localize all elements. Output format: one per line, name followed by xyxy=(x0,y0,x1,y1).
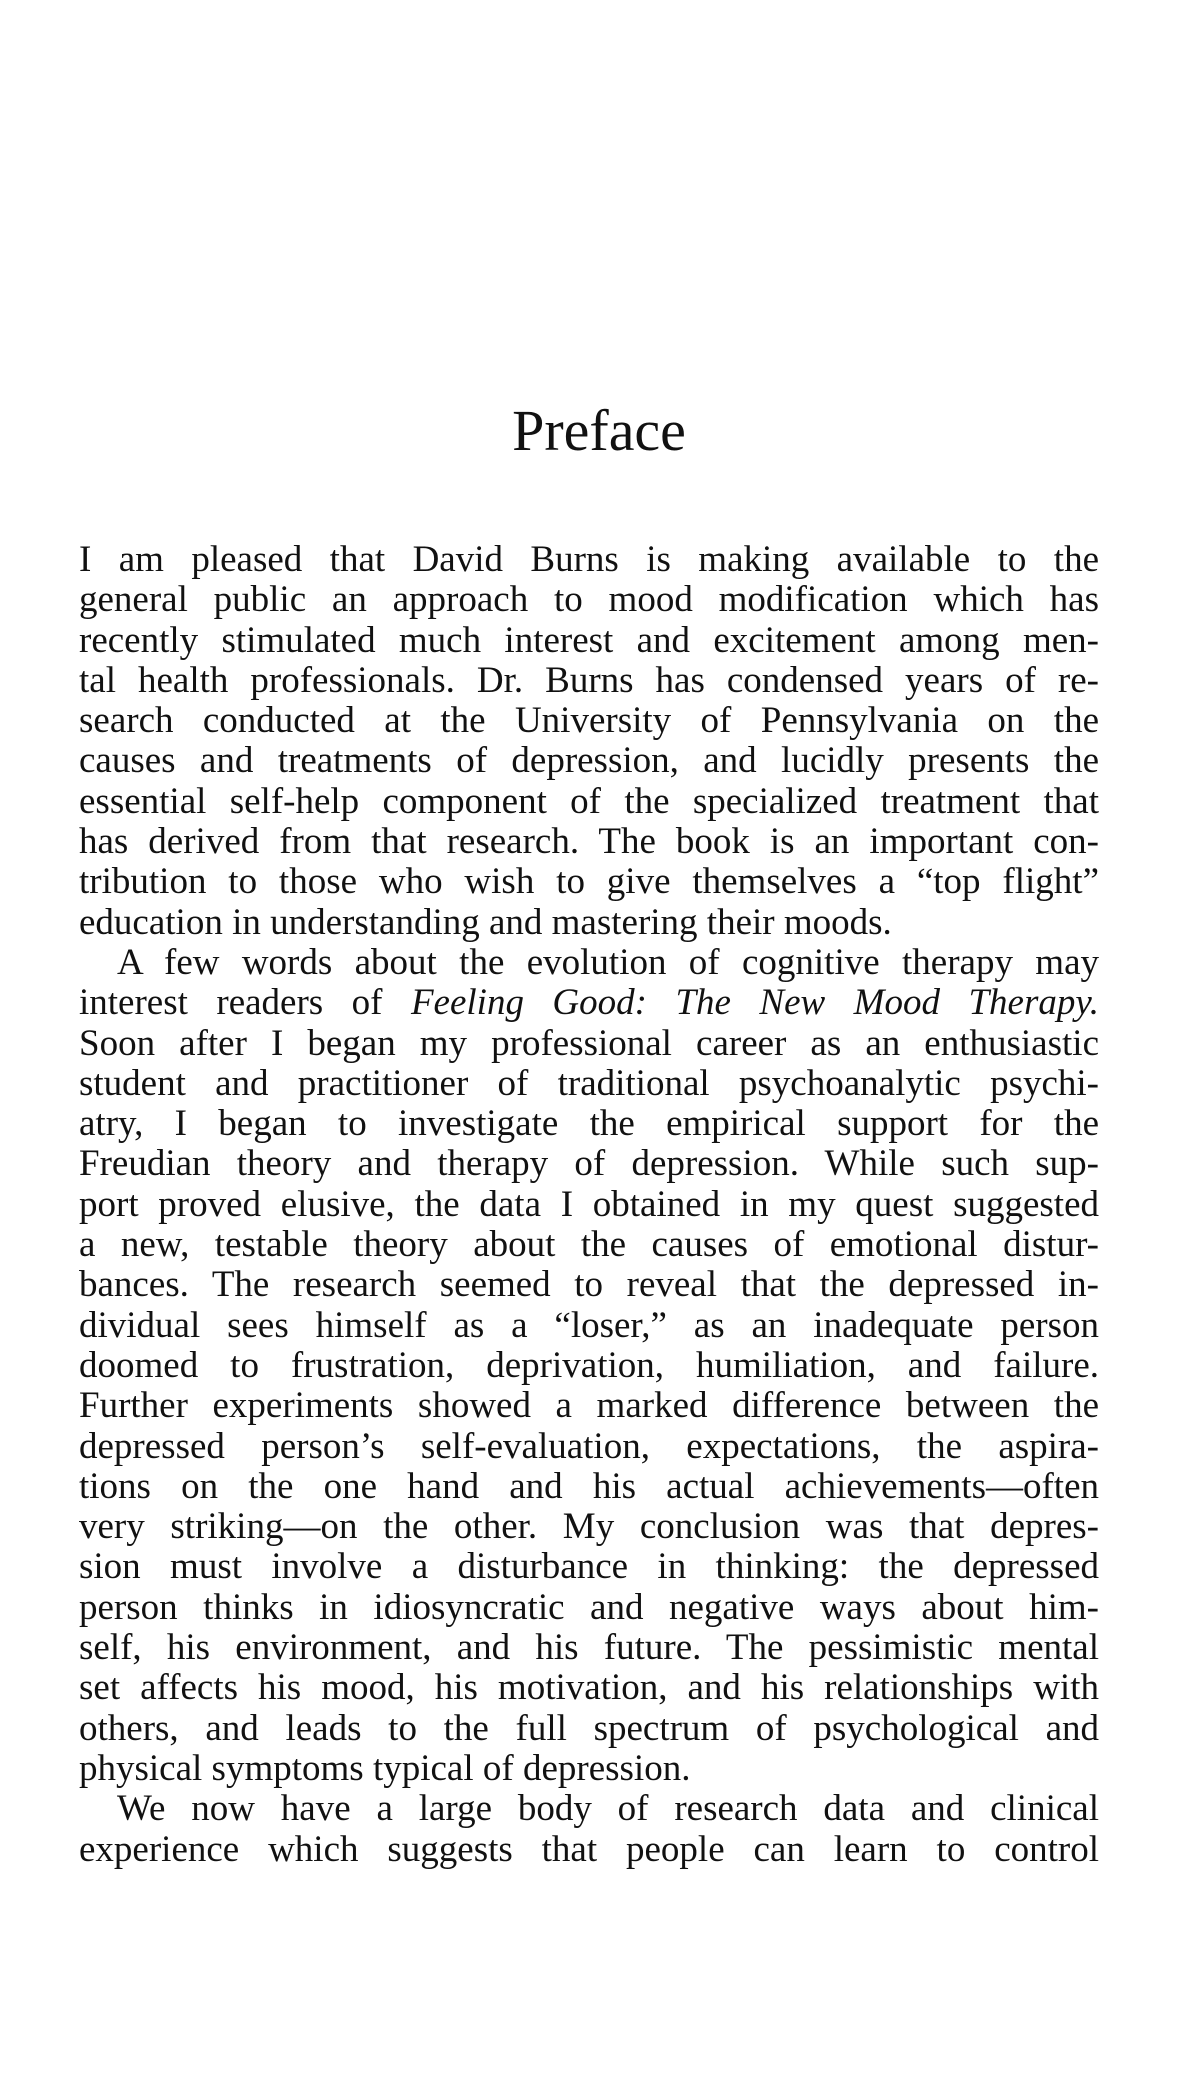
text-line: self, his environment, and his future. The pessimistic mental xyxy=(79,1628,1099,1669)
text-line: tal health professionals. Dr. Burns has condensed years of re- xyxy=(79,660,1099,701)
text-line: search conducted at the University of Pennsylvania on the xyxy=(79,701,1099,742)
text-line: doomed to frustration, deprivation, humiliation, and failure. xyxy=(79,1345,1099,1386)
text-line: others, and leads to the full spectrum of psychological and xyxy=(79,1708,1099,1749)
text-line: A few words about the evolution of cognitive therapy may xyxy=(117,942,1099,983)
text-line: depressed person’s self-evaluation, expectations, the aspira- xyxy=(79,1426,1099,1467)
text-line: recently stimulated much interest and excitement among men- xyxy=(79,620,1099,661)
text-line: student and practitioner of traditional psychoanalytic psychi- xyxy=(79,1063,1099,1104)
text-line: person thinks in idiosyncratic and negative ways about him- xyxy=(79,1587,1099,1628)
book-title-italic: Feeling Good: The New Mood Therapy. xyxy=(410,983,1099,1024)
text-line: causes and treatments of depression, and lucidly presents the xyxy=(79,741,1099,782)
text-line: dividual sees himself as a “loser,” as an inadequate person xyxy=(79,1305,1099,1346)
text-line: physical symptoms typical of depression. xyxy=(79,1748,691,1789)
text-line: bances. The research seemed to reveal that the depressed in- xyxy=(79,1265,1099,1306)
text-line: essential self-help component of the specialized treatment that xyxy=(79,781,1099,822)
body-text xyxy=(79,540,1099,1870)
text-line: very striking—on the other. My conclusion was that depres- xyxy=(79,1507,1099,1548)
text-line: We now have a large body of research data and clinical xyxy=(117,1789,1099,1830)
text-line: interest readers of Feeling Good: The New Mood Therapy. xyxy=(79,983,1099,1024)
text-line: education in understanding and mastering their moods. xyxy=(79,902,892,943)
text-line: atry, I began to investigate the empirical support for the xyxy=(79,1104,1099,1145)
text-line: general public an approach to mood modification which has xyxy=(79,580,1099,621)
page-title: Preface xyxy=(512,398,686,463)
text-line: I am pleased that David Burns is making available to the xyxy=(79,540,1099,580)
text-line: experience which suggests that people can learn to control xyxy=(79,1829,1099,1870)
text-line: has derived from that research. The book is an important con- xyxy=(79,822,1099,863)
text-line: set affects his mood, his motivation, and his relationships with xyxy=(79,1668,1099,1709)
text-line: Soon after I began my professional career as an enthusiastic xyxy=(79,1023,1099,1064)
text-line: tions on the one hand and his actual achievements—often xyxy=(79,1466,1099,1507)
text-line: Freudian theory and therapy of depression. While such sup- xyxy=(79,1144,1099,1185)
paragraph xyxy=(79,540,1099,943)
text-line: tribution to those who wish to give themselves a “top flight” xyxy=(79,862,1099,903)
paragraph xyxy=(79,1789,1099,1870)
paragraph xyxy=(79,943,1099,1789)
text-line: a new, testable theory about the causes of emotional distur- xyxy=(79,1225,1099,1266)
text-line: sion must involve a disturbance in thinking: the depressed xyxy=(79,1547,1099,1588)
text-line: Further experiments showed a marked difference between the xyxy=(79,1386,1099,1427)
text-line: port proved elusive, the data I obtained in my quest suggested xyxy=(79,1184,1099,1225)
